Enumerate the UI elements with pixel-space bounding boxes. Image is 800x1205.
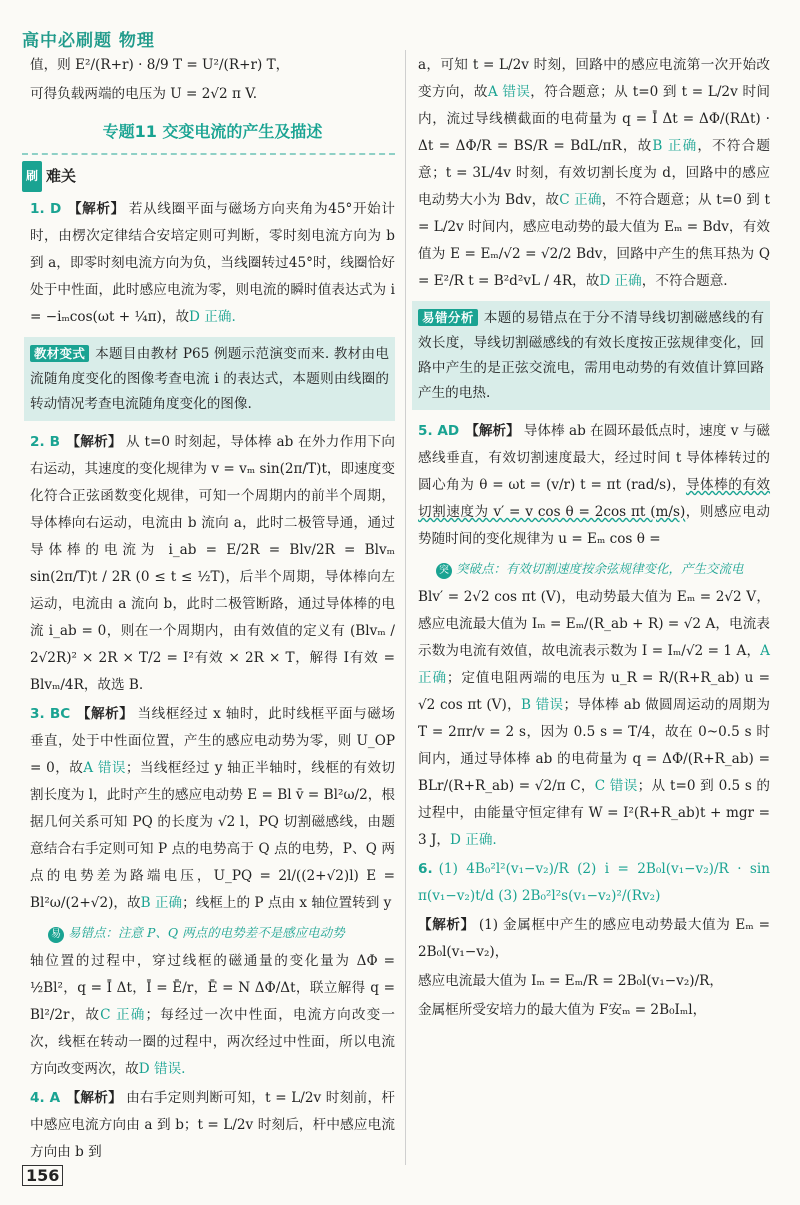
q2-text: 从 t=0 时刻起，导体棒 ab 在外力作用下向右运动，其速度的变化规律为 v = vₘ sin(2π/T)t，即速度变化符合正弦函数变化规律，可知一个周期内的前半个周期，导体棒向右运动，电流由 b 流向 a，此时二极管导通，通过导体棒的电流为 i_ab = E/2R = Blv/2R = Blvₘ sin(2π/T)t / 2R (0 ≤ t ≤ ½T)，后半个周期，导体棒向左运动，电流由 a 流向 b，此时二极管断路，通过导体棒的电流 i_ab = 0，则在一个周期内，由有效值的定义有 (Blvₘ / 2√2R)² × 2R × T/2 = I²有效 × 2R × T，解得 I有效 = Blvₘ/4R，故选 B. [30, 434, 396, 693]
q5-text-2: ，则感应电动势随时间的变化规律为 u = Eₘ cos θ = [418, 504, 770, 547]
q5-answer: 5. AD [418, 423, 460, 439]
q5-wrong-c: C 错误 [594, 778, 638, 794]
q4-r1: a，可知 t = L/2v 时刻，回路中的感应电流第一次开始改变方向，故 [418, 57, 770, 100]
q3-correct-c: C 正确 [100, 1007, 146, 1023]
q4-correct-d: D 正确 [599, 273, 642, 289]
q5-text-5: ；导体棒 ab 做圆周运动的周期为 T = 2πr/v = 2 s，因为 0.5 s = T/4，故在 0~0.5 s 时间内，通过导体棒 ab 的电荷量为 q = ΔΦ/(R+R_ab) = BLr/(R+R_ab) = √2/π C， [418, 697, 771, 794]
q3-text-3: ；线框上的 P 点由 x 轴位置转到 y [182, 895, 392, 911]
q4-note-box [412, 301, 770, 410]
q3-solution [30, 701, 395, 917]
q6-answers [418, 856, 770, 910]
q2-answer: 2. B [30, 434, 61, 450]
q6-line-3: 金属框所受安培力的最大值为 F安ₘ = 2B₀Iₘl， [418, 1002, 707, 1018]
q5-wavy: 导体棒的有效切割速度为 v′ = v cos θ = 2cos πt (m/s) [418, 477, 771, 520]
q1-text: 若从线圈平面与磁场方向夹角为45°开始计时，由楞次定律结合安培定则可判断，零时刻电流方向为 b 到 a，即零时刻电流方向为负，当线圈转过45°时，线圈恰好处于中性面，此时感应电流为零，则电流的瞬时值表达式为 i = −iₘcos(ωt + ¼π)，故 [30, 201, 396, 325]
page-number: 156 [22, 1165, 63, 1186]
q3-text-1: 当线框经过 x 轴时，此时线框平面与磁场垂直，处于中性面位置，产生的感应电动势为零，则 U_OP = 0，故 [30, 706, 396, 776]
q5-text-4: ；定值电阻两端的电压为 u_R = R/(R+R_ab) u = √2 cos πt (V)， [418, 670, 770, 713]
q3-wrong-a: A 错误 [83, 760, 126, 776]
q4-text: 由右手定则判断可知，t = L/2v 时刻前，杆中感应电流方向由 a 到 b；t = L/2v 时刻后，杆中感应电流方向由 b 到 [30, 1090, 395, 1160]
q5-label: 【解析】 [465, 423, 520, 439]
q3-wrong-d: D 错误. [138, 1061, 186, 1077]
q5-text-3: Blv′ = 2√2 cos πt (V)，电动势最大值为 Eₘ = 2√2 V，感应电流最大值为 Iₘ = Eₘ/(R_ab + R) = √2 A，电流表示数为电流有效值，故电流表示数为 I = Iₘ/√2 = 1 A， [418, 589, 770, 659]
q4-label: 【解析】 [66, 1090, 123, 1106]
q4-r1b: ，符合题意；从 t=0 到 t = L/2v 时间内，流过导线横截面的电荷量为 q = Ī Δt = ΔΦ/(RΔt) · Δt = ΔΦ/R = BS/R = BdL/πR，故 [418, 84, 771, 154]
q6-solution [418, 912, 770, 966]
q3-answer: 3. BC [30, 706, 71, 722]
q4-correct-b: B 正确 [652, 138, 698, 154]
q1-solution [30, 196, 395, 331]
q6-answer: (1) 4B₀²l²(v₁−v₂)/R (2) i = 2B₀l(v₁−v₂)/R · sin π(v₁−v₂)t/d (3) 2B₀²l²s(v₁−v₂)²/(Rv₂) [418, 861, 770, 904]
q4-r3: ，不符合题意；从 t=0 到 t = L/2v 时间内，感应电动势的最大值为 Eₘ = Bdv，有效值为 E = Eₘ/√2 = √2/2 Bdv，回路中产生的焦耳热为 Q = E²/R t = B²d²vL / 4R，故 [418, 192, 770, 289]
q5-text-1: 导体棒 ab 在圆环最低点时，速度 v 与磁感线垂直，有效切割速度最大，经过时间 t 导体棒转过的圆心角为 θ = ωt = (v/r) t = πt (rad/s)， [418, 423, 770, 493]
q3-correct-b: B 正确 [140, 895, 183, 911]
q4-r2: ，不符合题意；t = 3L/4v 时刻，有效切割长度为 d，回路中的感应电动势大小为 Bdv，故 [418, 138, 770, 208]
q2-label: 【解析】 [66, 434, 122, 450]
level-badge: 刷 [22, 161, 42, 192]
q1-tag: 教材变式 [30, 345, 89, 362]
q2-solution [30, 429, 395, 699]
q5-wrong-b: B 错误 [521, 697, 564, 713]
prev-answer-line-2: 可得负载两端的电压为 U = 2√2 π V. [30, 86, 258, 102]
q6-text-1: (1) 金属框中产生的感应电动势最大值为 Eₘ = 2B₀l(v₁−v₂)， [418, 917, 770, 960]
right-column [418, 52, 770, 1026]
q4-wrong-a: A 错误 [487, 84, 531, 100]
q4-correct-c: C 正确 [559, 192, 602, 208]
q3-text-4: 轴位置的过程中，穿过线框的磁通量的变化量为 ΔΦ = ½Bl²，q = Ī Δt，Ī = Ē/r，Ē = N ΔΦ/Δt，联立解得 q = Bl²/2r，故 [30, 953, 395, 1023]
q3-solution-cont [30, 948, 395, 1083]
q1-answer: 1. D [30, 201, 62, 217]
q1-correct: D 正确. [189, 309, 236, 325]
breakthrough-icon: 突 [436, 563, 452, 579]
q1-label: 【解析】 [67, 201, 125, 217]
q5-correct-d: D 正确. [450, 832, 497, 848]
level-text: 难关 [46, 167, 77, 185]
difficulty-level [22, 153, 395, 192]
q1-note: 本题目由教材 P65 例题示范演变而来. 教材由电流随角度变化的图像考查电流 i 的表达式，本题则由线圈的转动情况考查电流随角度变化的图像. [30, 346, 389, 412]
left-column [26, 52, 396, 1168]
q5-text-6: ；从 t=0 到 0.5 s 的过程中，由能量守恒定律有 W = I²(R+R_ab)t + mgr = 3 J， [418, 778, 770, 848]
q3-hint-text: 易错点：注意 P、Q 两点的电势差不是感应电动势 [68, 925, 345, 940]
prev-answer-line-1: 值，则 E²/(R+r) · 8/9 T = U²/(R+r) T， [30, 57, 290, 73]
q4-r3b: ，不符合题意. [641, 273, 728, 289]
q6-line-2: 感应电流最大值为 Iₘ = Eₘ/R = 2B₀l(v₁−v₂)/R， [418, 973, 724, 989]
q5-hint [436, 555, 770, 582]
q4-solution-cont [418, 52, 770, 295]
section-title: 专题11 交变电流的产生及描述 [102, 122, 323, 141]
q4-tag: 易错分析 [418, 309, 478, 326]
q4-solution [30, 1085, 395, 1166]
q5-correct-a: A 正确 [418, 643, 770, 686]
q4-answer: 4. A [30, 1090, 61, 1106]
column-divider [405, 50, 406, 1165]
q3-label: 【解析】 [76, 706, 134, 722]
q1-note-box [24, 337, 395, 421]
hint-icon: 易 [48, 927, 64, 943]
q3-text-2: ；当线框经过 y 轴正半轴时，线框的有效切割长度为 l，此时产生的感应电动势 E = Bl v̄ = Bl²ω/2，根据几何关系可知 PQ 的长度为 √2 l，PQ 切割磁感线，由题意结合右手定则可知 P 点的电势高于 Q 点的电势，P、Q 两点的电势差为路端电压，U_PQ = 2l/((2+√2)l) E = Bl²ω/(2+√2)，故 [30, 760, 395, 911]
q5-solution-cont [418, 584, 770, 854]
q6-number: 6. [418, 861, 433, 877]
q3-hint [48, 919, 395, 946]
q5-hint-text: 突破点：有效切割速度按余弦规律变化，产生交流电 [456, 561, 744, 576]
q3-text-5: ；每经过一次中性面，电流方向改变一次，线框在转动一圈的过程中，两次经过中性面，所以电流方向改变两次，故 [30, 1007, 395, 1077]
book-header: 高中必刷题 物理 [22, 31, 155, 51]
q6-label: 【解析】 [418, 917, 475, 933]
q5-solution [418, 418, 770, 553]
q4-note: 本题的易错点在于分不清导线切割磁感线的有效长度，导线切割磁感线的有效长度按正弦规律变化，回路中产生的是正弦交流电，需用电动势的有效值计算回路产生的电热. [418, 310, 764, 401]
